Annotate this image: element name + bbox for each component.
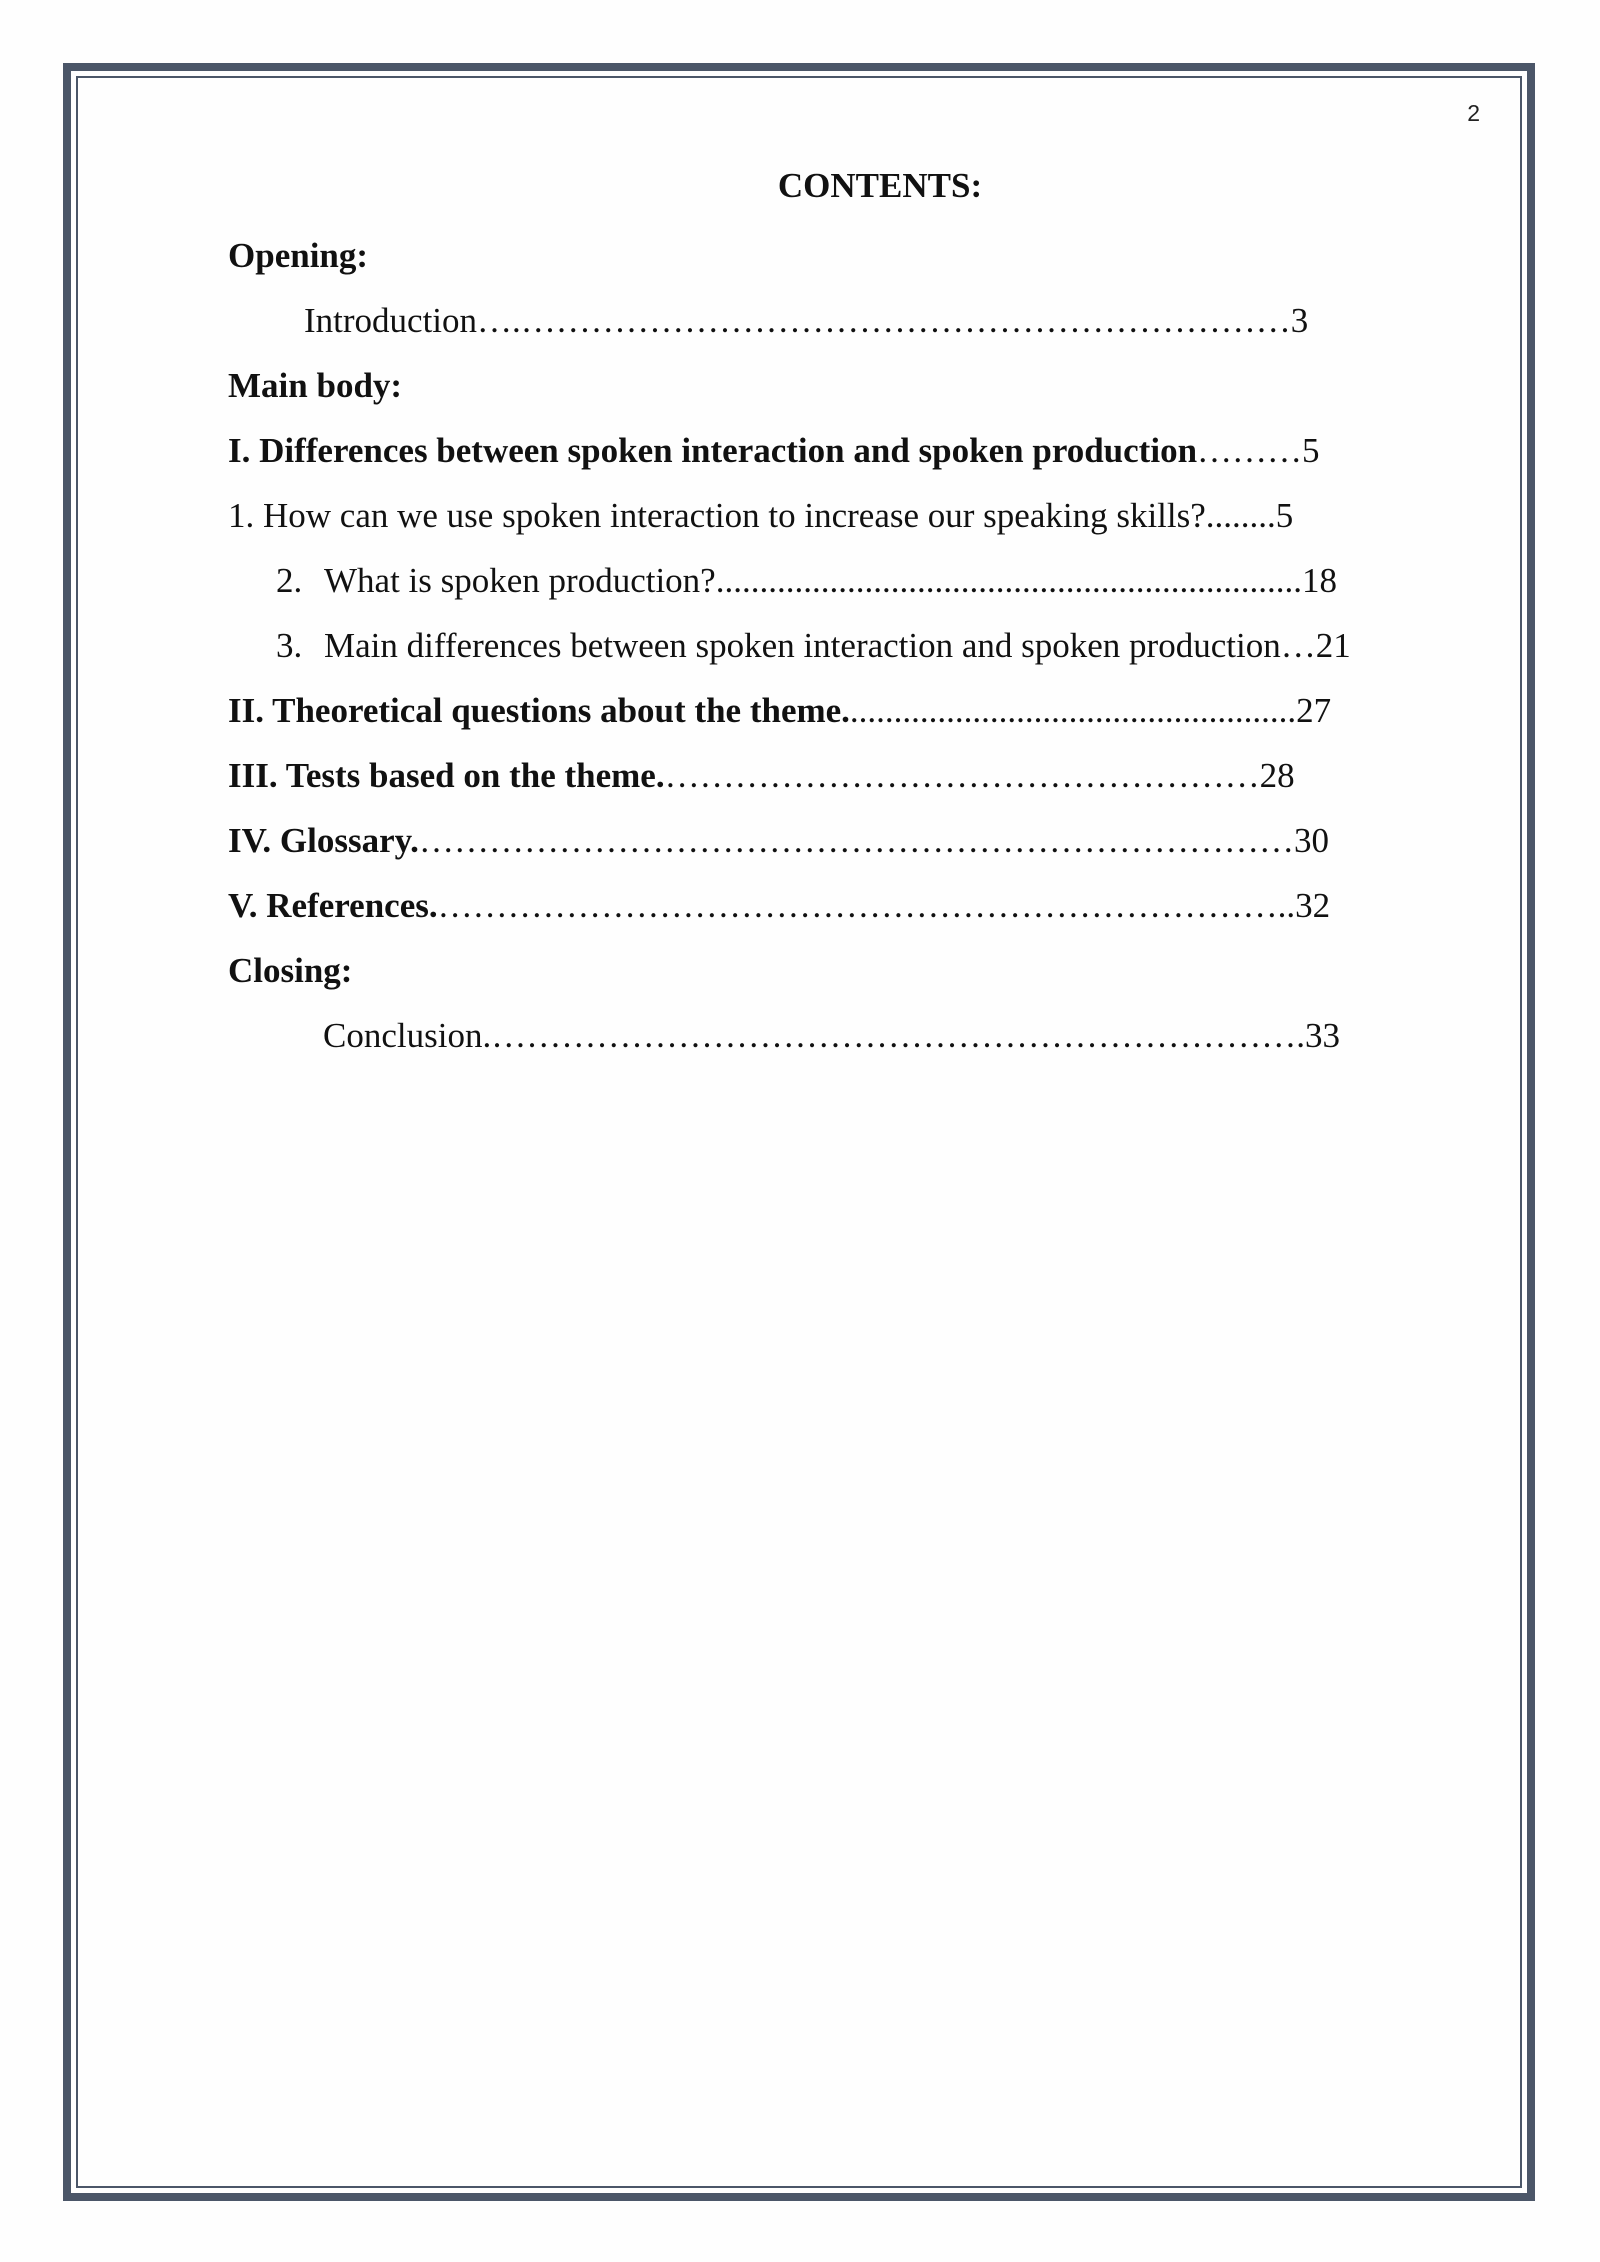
toc-leader: ……………………………………………………………….. bbox=[437, 886, 1296, 925]
toc-leader: ........ bbox=[1205, 496, 1276, 535]
section-heading-closing: Closing: bbox=[228, 951, 353, 990]
toc-entry-label: IV. Glossary. bbox=[228, 821, 419, 860]
toc-entry-label: What is spoken production? bbox=[324, 561, 716, 600]
toc-entry-differences[interactable] bbox=[228, 425, 1468, 490]
toc-entry-label: II. Theoretical questions about the theme. bbox=[228, 691, 850, 730]
toc-leader: ................................................... bbox=[849, 691, 1297, 730]
toc-leader: … bbox=[1280, 626, 1316, 665]
toc-entry-label: I. Differences between spoken interaction and spoken production bbox=[228, 431, 1198, 470]
toc-page: 3 bbox=[1290, 301, 1309, 340]
toc-page: 30 bbox=[1293, 821, 1329, 860]
toc-leader: …………………………………………… bbox=[664, 756, 1260, 795]
toc-entry-spoken-production[interactable] bbox=[228, 555, 1468, 620]
toc-entry-main-differences[interactable] bbox=[228, 620, 1468, 685]
toc-entry-glossary[interactable] bbox=[228, 815, 1468, 880]
toc-entry-label: III. Tests based on the theme. bbox=[228, 756, 665, 795]
section-heading-main-body: Main body: bbox=[228, 366, 403, 405]
contents-title: CONTENTS: bbox=[777, 166, 983, 205]
toc-leader: ……… bbox=[1197, 431, 1303, 470]
section-heading-opening: Opening: bbox=[228, 236, 369, 275]
toc-leader: ................................................................... bbox=[715, 561, 1302, 600]
toc-page: 5 bbox=[1302, 431, 1320, 470]
table-of-contents bbox=[228, 230, 1468, 1075]
page-number: 2 bbox=[1467, 100, 1480, 126]
toc-page: 32 bbox=[1295, 886, 1331, 925]
toc-entry-label: V. References. bbox=[228, 886, 438, 925]
toc-entry-references[interactable] bbox=[228, 880, 1468, 945]
toc-leader: ………………………………………………………………… bbox=[418, 821, 1294, 860]
toc-leader: ……………………………………………………………. bbox=[491, 1016, 1305, 1055]
toc-entry-label: Main differences between spoken interaction and spoken production bbox=[324, 626, 1281, 665]
toc-entry-theoretical-questions[interactable] bbox=[228, 685, 1468, 750]
toc-entry-spoken-interaction[interactable] bbox=[228, 490, 1468, 555]
toc-entry-label: 1. How can we use spoken interaction to increase our speaking skills? bbox=[228, 496, 1206, 535]
toc-entry-tests[interactable] bbox=[228, 750, 1468, 815]
toc-page: 21 bbox=[1315, 626, 1351, 665]
toc-page: 5 bbox=[1275, 496, 1294, 535]
toc-page: 18 bbox=[1301, 561, 1337, 600]
toc-entry-number: 3. bbox=[276, 626, 303, 665]
toc-entry-number: 2. bbox=[276, 561, 303, 600]
toc-entry-label: Introduction bbox=[304, 301, 478, 340]
toc-page: 33 bbox=[1304, 1016, 1340, 1055]
toc-page: 28 bbox=[1259, 756, 1295, 795]
toc-entry-introduction[interactable] bbox=[228, 295, 1468, 360]
toc-leader: ….………………………………………………………… bbox=[477, 301, 1291, 340]
toc-entry-label: Conclusion. bbox=[323, 1016, 492, 1055]
toc-entry-conclusion[interactable] bbox=[228, 1010, 1468, 1075]
toc-page: 27 bbox=[1296, 691, 1332, 730]
